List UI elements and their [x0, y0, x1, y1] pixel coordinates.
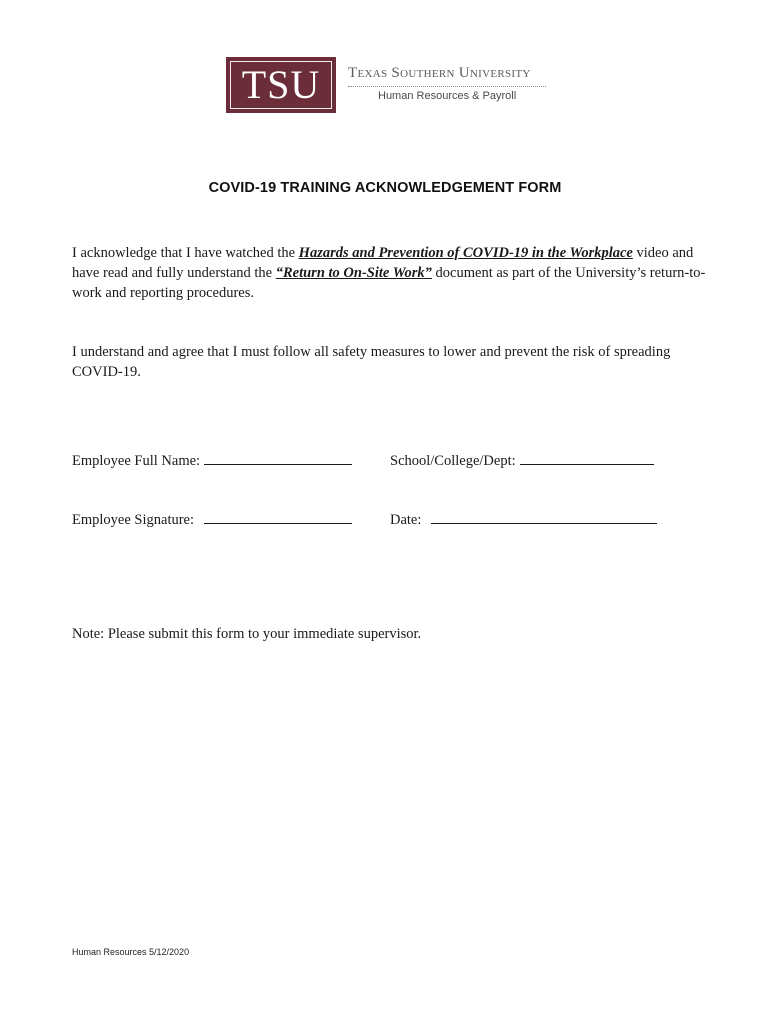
department-name: Human Resources & Payroll	[378, 90, 517, 102]
employee-name-input-line[interactable]	[204, 450, 352, 465]
department-field	[390, 450, 654, 470]
department-label: School/College/Dept:	[390, 453, 516, 469]
logo-letters: TSU	[241, 62, 321, 107]
employee-name-label: Employee Full Name:	[72, 453, 201, 469]
document-title: “Return to On-Site Work”	[275, 265, 432, 281]
form-title: COVID-19 TRAINING ACKNOWLEDGEMENT FORM	[208, 180, 562, 196]
department-input-line[interactable]	[520, 450, 654, 465]
acknowledgement-paragraph: I acknowledge that I have watched the Hazards and Prevention of COVID-19 in the Workplace video and have read and fully understand the “Return to On-Site Work” document as part of the University’s return-to-work and reporting procedures.	[72, 245, 706, 301]
employee-name-field	[72, 450, 352, 470]
date-field	[390, 509, 657, 529]
footer-revision: Human Resources 5/12/2020	[72, 947, 190, 957]
logo-divider	[348, 86, 546, 87]
employee-signature-field	[72, 509, 352, 529]
university-name: Texas Southern University	[348, 65, 531, 81]
tsu-logo-mark	[226, 57, 336, 113]
agreement-paragraph: I understand and agree that I must follow all safety measures to lower and prevent the risk of spreading COVID-19.	[72, 344, 671, 380]
video-title: Hazards and Prevention of COVID-19 in the Workplace	[298, 245, 633, 261]
date-label: Date:	[390, 512, 422, 528]
submission-note: Note: Please submit this form to your immediate supervisor.	[72, 626, 422, 642]
date-input-line[interactable]	[431, 509, 657, 524]
employee-signature-input-line[interactable]	[204, 509, 352, 524]
university-logo	[226, 57, 566, 113]
employee-signature-label: Employee Signature:	[72, 512, 195, 528]
